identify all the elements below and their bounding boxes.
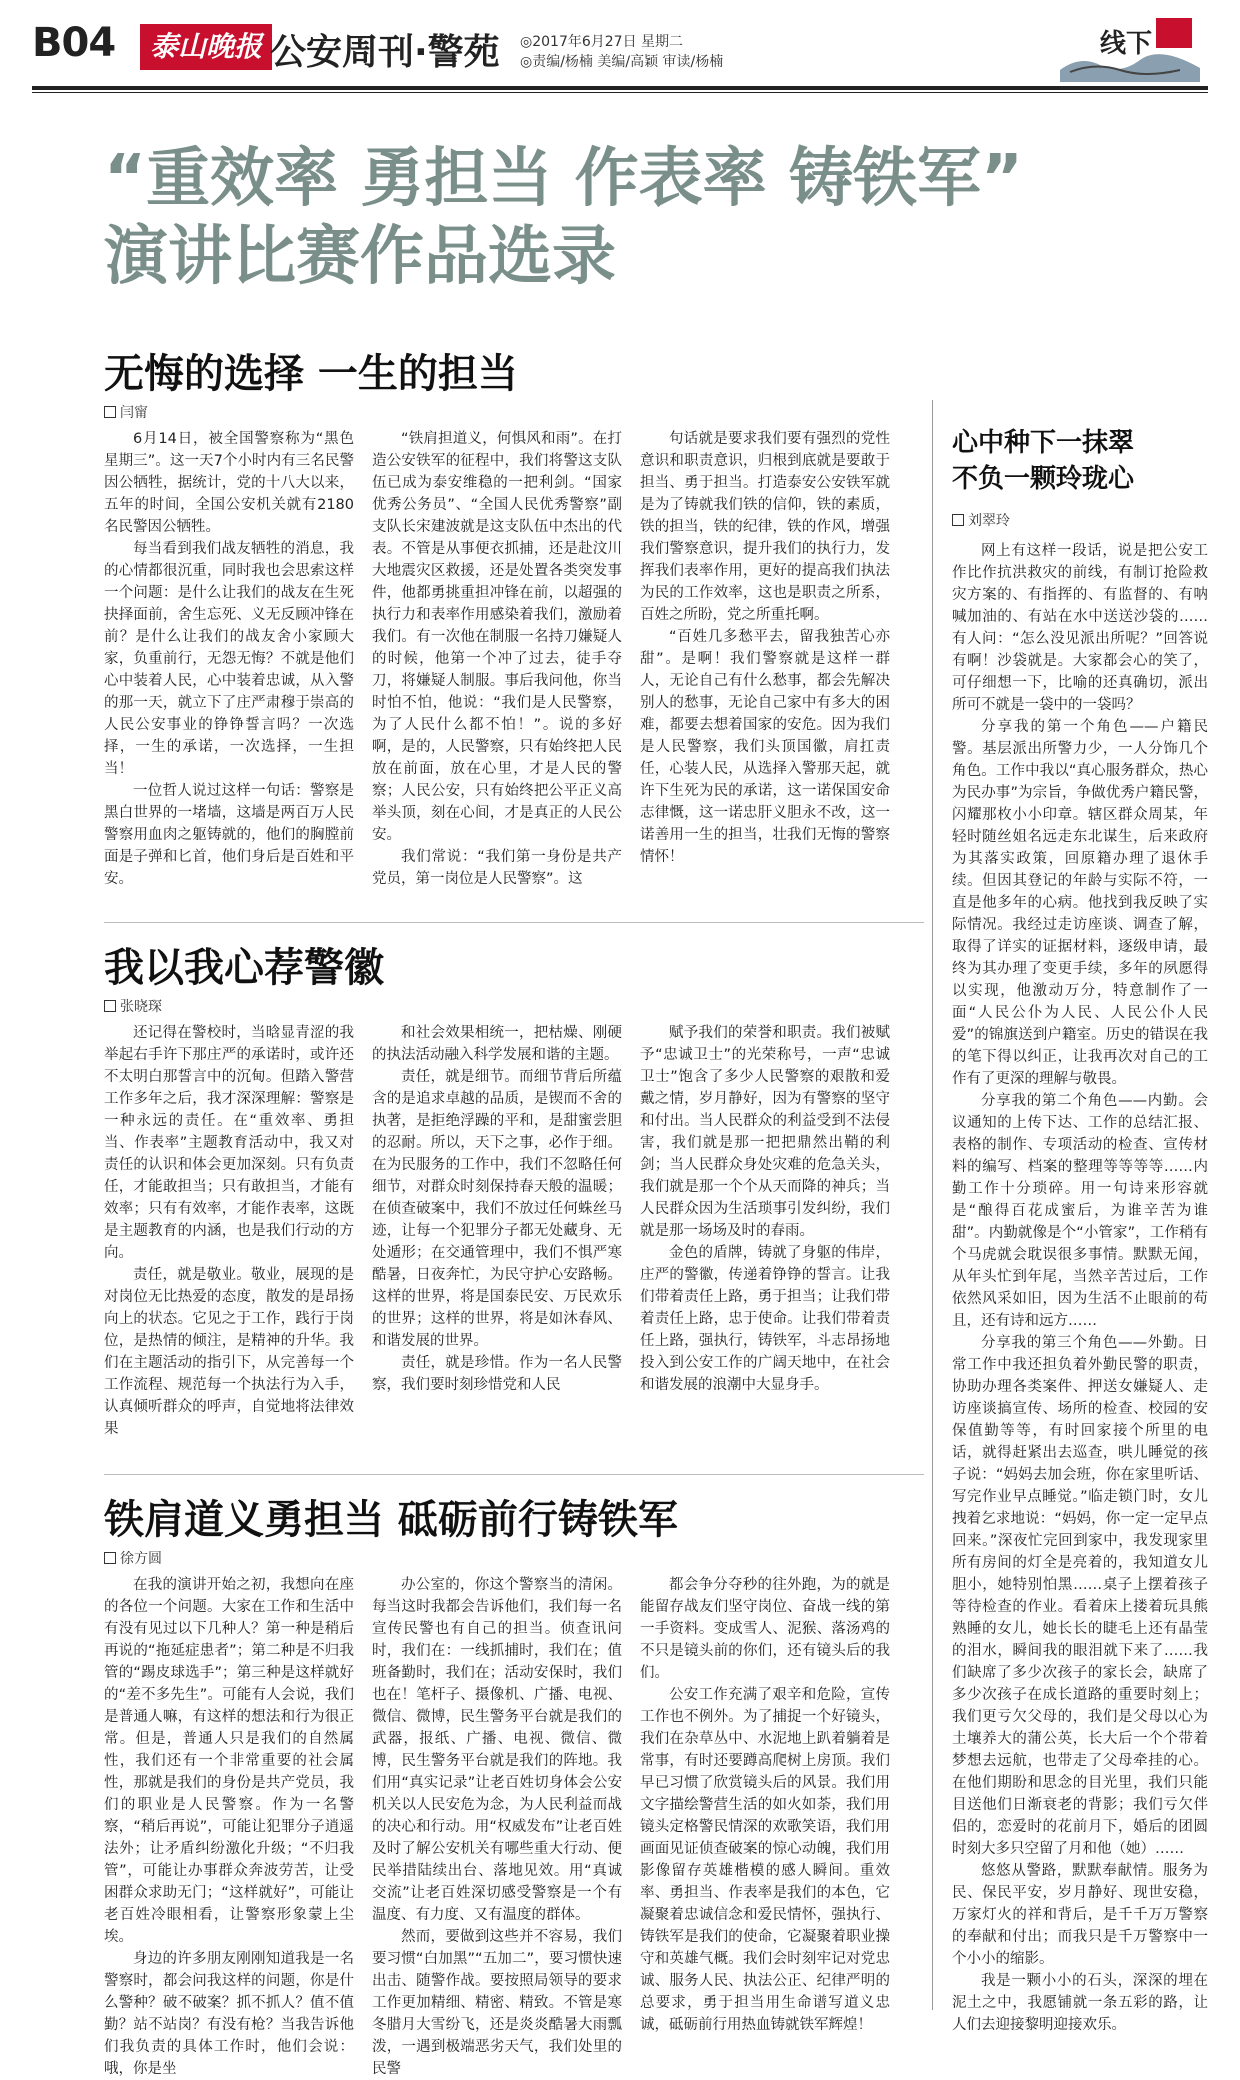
article1-c1-p3: 一位哲人说过这样一句话：警察是黑白世界的一堵墙，这墙是两百万人民警察用血肉之躯铸就的，他们的胸膛前面是子弹和匕首，他们身后是百姓和平安。 — [104, 783, 354, 887]
issue-date: ◎2017年6月27日 星期二 — [520, 34, 684, 50]
header-rule-thin — [32, 92, 1208, 93]
sidebar-byline — [952, 510, 1010, 530]
article-divider — [104, 1474, 924, 1475]
sidebar-title — [952, 425, 1134, 497]
issue-meta — [520, 32, 723, 72]
sidebar-title-line-1: 心中种下一抹翠 — [952, 428, 1135, 458]
byline-box-icon — [104, 1552, 116, 1564]
sidebar-author: 刘翠玲 — [968, 513, 1010, 529]
sidebar-p1: 网上有这样一段话，说是把公安工作比作抗洪救灾的前线，有制订抢险救灾方案的、有指挥的、有监督的、有呐喊加油的、有站在水中送送沙袋的……有人问：“怎么没见派出所呢？”回答说有啊！沙袋就是。大家都会心的笑了，可仔细想一下，比喻的还真确切，派出所可不就是一袋中的一袋吗？ — [952, 543, 1208, 713]
article2-column-1 — [104, 1022, 354, 1462]
sidebar-p2: 分享我的第一个角色——户籍民警。基层派出所警力少，一人分饰几个角色。工作中我以“真心服务群众，热心为民办事”为宗旨，争做优秀户籍民警，闪耀那枚小小印章。辖区群众周某，年轻时随丝姐名远走东北谋生，后来政府为其落实政策，回原籍办理了退休手续。但因其登记的年龄与实际不符，一直是他多年的心病。他找到我反映了实际情况。我经过走访座谈、调查了解，取得了详实的证据材料，逐级申请，最终为其办理了变更手续，多年的夙愿得以实现，他激动万分，特意制作了一面“人民公仆为人民、人民公仆人民爱”的锦旗送到户籍室。历史的错误在我的笔下得以纠正，让我再次对自己的工作有了更深的理解与敬畏。 — [952, 719, 1208, 1087]
article2-c3-p1: 赋予我们的荣誉和职责。我们被赋予“忠诚卫士”的光荣称号，一声“忠诚卫士”饱含了多少人民警察的艰散和爱戴之情，岁月静好，因为有警察的坚守和付出。当人民群众的利益受到不法侵害，我们就是那一把把鼎然出鞘的利剑；当人民群众身处灾难的危急关头，我们就是那一个个从天而降的神兵；当人民群众因为生活琐事引发纠纷，我们就是那一场场及时的春雨。 — [640, 1025, 890, 1239]
byline-box-icon — [104, 406, 116, 418]
page-header — [0, 0, 1240, 80]
banner-line-1: “重效率 勇担当 作表率 铸铁军” — [104, 142, 1023, 216]
sidebar-p4: 分享我的第三个角色——外勤。日常工作中我还担负着外勤民警的职责，协助办理各类案件、押送女嫌疑人、走访座谈搞宣传、场所的检查、校园的安保值勤等等，有时回家接个所里的电话，就得赶紧出去巡查，哄儿睡觉的孩子说：“妈妈去加会班，你在家里听话、写完作业早点睡觉。”临走锁门时，女儿拽着乞求地说：“妈妈，你一定一定早点回来。”深夜忙完回到家中，我发现家里所有房间的灯全是亮着的，我知道女儿胆小，她特别怕黑……桌子上摆着孩子等待检查的作业。看着床上搂着玩具熊熟睡的女儿，她长长的睫毛上还有晶莹的泪水，瞬间我的眼泪就下来了……我们缺席了多少次孩子的家长会，缺席了多少次孩子在成长道路的重要时刻上；我们更亏欠父母的，我们是父母以心为土壤养大的蒲公英，长大后一个个带着梦想去远航，也带走了父母牵挂的心。在他们期盼和思念的目光里，我们只能目送他们日渐衰老的背影；我们亏欠伴侣的，恋爱时的花前月下，婚后的团圆时刻大多只空留了月和他（她）…… — [952, 1335, 1208, 1857]
article1-author: 闫甯 — [120, 405, 148, 421]
article1-c3-p1: 句话就是要求我们要有强烈的党性意识和职责意识，归根到底就是要敢于担当、勇于担当。打造泰安公安铁军就是为了铸就我们铁的信仰，铁的素质，铁的担当，铁的纪律，铁的作风，增强我们警察意识，提升我们的执行力，发挥我们表率作用，更好的提高我们执法为民的工作效率，这也是职责之所系，百姓之所盼，党之所重托啊。 — [640, 431, 890, 623]
issue-editors: ◎责编/杨楠 美编/高颖 审读/杨楠 — [520, 54, 724, 70]
article1-c1-p2: 每当看到我们战友牺牲的消息，我的心情都很沉重，同时我也会思索这样一个问题：是什么让我们的战友在生死抉择面前，舍生忘死、义无反顾冲锋在前？是什么让我们的战友舍小家顾大家，负重前行，无怨无悔？不就是他们心中装着人民，心中装着忠诚，从入警的那一天，就立下了庄严肃穆于崇高的人民公安事业的铮铮誓言吗？一次选择，一生的承诺，一次选择，一生担当！ — [104, 541, 354, 777]
article1-title: 无悔的选择 一生的担当 — [104, 351, 518, 397]
article1-c3-p2: “百姓几多愁平去，留我独苦心亦甜”。是啊！我们警察就是这样一群人，无论自己有什么愁事，都会先解决别人的愁事，无论自己家中有多大的困难，都要去想着国家的安危。因为我们是人民警察，我们头顶国徽，肩扛责任，心装人民，从选择入警那天起，就许下生死为民的承诺，这一诺保国安命志律慨，这一诺忠肝义胆永不改，这一诺善用一生的担当，壮我们无悔的警察情怀！ — [640, 629, 890, 865]
article2-c2-p1: 和社会效果相统一，把枯燥、刚硬的执法活动融入科学发展和谐的主题。 — [372, 1025, 622, 1063]
article3-byline — [104, 1548, 162, 1568]
article3-c3-p2: 公安工作充满了艰辛和危险，宣传工作也不例外。为了捕捉一个好镜头，我们在杂草丛中、水泥地上趴着躺着是常事，有时还要蹲高爬树上房顶。我们早已习惯了欣赏镜头后的风景。我们用文字描绘警营生活的如火如荼，我们用镜头定格警民情深的欢歌笑语，我们用画面见证侦查破案的惊心动魄，我们用影像留存英雄楷模的感人瞬间。重效率、勇担当、作表率是我们的本色，它凝聚着忠诚信念和爱民情怀，强执行、铸铁军是我们的使命，它凝聚着职业操守和英雄气概。我们会时刻牢记对党忠诚、服务人民、执法公正、纪律严明的总要求，勇于担当用生命谱写道义忠诚，砥砺前行用热血铸就铁军辉煌！ — [640, 1687, 890, 2033]
article1-c2-p1: “铁肩担道义，何惧风和雨”。在打造公安铁军的征程中，我们将警这支队伍已成为泰安维稳的一把利剑。“国家优秀公务员”、“全国人民优秀警察”副支队长宋建波就是这支队伍中杰出的代表。不管是从事便衣抓捕，还是赴汶川大地震灾区救援，还是处置各类突发事件，他都勇挑重担冲锋在前，以超强的执行力和表率作用感染着我们，激励着我们。有一次他在制服一名持刀嫌疑人的时候，他第一个冲了过去，徒手夺刀，将嫌疑人制服。事后我问他，你当时怕不怕，他说：“我们是人民警察，为了人民什么都不怕！”。说的多好啊，是的，人民警察，只有始终把人民放在前面，放在心里，才是人民的警察；人民公安，只有始终把公平正义高举头顶，刻在心间，才是真正的人民公安。 — [372, 431, 622, 843]
article1-c1-p1: 6月14日，被全国警察称为“黑色星期三”。这一天7个小时内有三名民警因公牺牲，据统计，党的十八大以来，五年的时间，全国公安机关就有2180名民警因公牺牲。 — [104, 431, 354, 535]
article3-title: 铁肩道义勇担当 砥砺前行铸铁军 — [104, 1497, 678, 1543]
page-banner — [104, 140, 1023, 296]
article2-title: 我以我心荐警徽 — [104, 945, 384, 991]
article2-column-2 — [372, 1022, 622, 1462]
sidebar-body — [952, 540, 1208, 2033]
banner-line-2: 演讲比赛作品选录 — [104, 220, 616, 294]
article1-byline — [104, 402, 148, 422]
article-divider — [104, 922, 924, 923]
byline-box-icon — [952, 514, 964, 526]
article3-column-1 — [104, 1574, 354, 2077]
byline-box-icon — [104, 1000, 116, 1012]
section-name: 公安周刊·警苑 — [270, 32, 500, 73]
sidebar-p5: 悠悠从警路，默默奉献情。服务为民、保民平安，岁月静好、现世安稳，万家灯火的祥和背后，是千千万万警察的奉献和付出；而我只是千万警察中一个小小的缩影。 — [952, 1863, 1208, 1967]
article2-column-3 — [640, 1022, 890, 1462]
newspaper-logo: 泰山晚报 — [140, 24, 272, 70]
article1-column-3 — [640, 428, 890, 910]
article3-author: 徐方圆 — [120, 1551, 162, 1567]
article1-column-1 — [104, 428, 354, 910]
article2-c2-p2: 责任，就是细节。而细节背后所蕴含的是追求卓越的品质，是锲而不舍的执著，是拒绝浮躁的平和，是甜蜜尝胆的忍耐。所以，天下之事，必作于细。在为民服务的工作中，我们不忽略任何细节，对群众时刻保持春天般的温暖；在侦查破案中，我们不放过任何蛛丝马迹，让每一个犯罪分子都无处藏身、无处遁形；在交通管理中，我们不惧严寒酷暑，日夜奔忙，为民守护心安路畅。这样的世界，将是国泰民安、万民欢乐的世界；这样的世界，将是如沐春风、和谐发展的世界。 — [372, 1069, 622, 1349]
article2-c1-p1: 还记得在警校时，当晗显青涩的我举起右手许下那庄严的承诺时，或许还不太明白那誓言中的沉甸。但踏入警营工作多年之后，我才深深理解：警察是一种永远的责任。在“重效率、勇担当、作表率”主题教育活动中，我又对责任的认识和体会更加深刻。只有负责任，才能敢担当；只有敢担当，才能有效率；只有有效率，才能作表率，这既是主题教育的内涵，也是我们行动的方向。 — [104, 1025, 354, 1261]
page-number: B04 — [32, 20, 116, 66]
sidebar-divider — [932, 400, 933, 2010]
sidebar-p6: 我是一颗小小的石头，深深的埋在泥土之中，我愿铺就一条五彩的路，让人们去迎接黎明迎接欢乐。 — [952, 1973, 1208, 2033]
article3-c3-p1: 都会争分夺秒的往外跑，为的就是能留存战友们坚守岗位、奋战一线的第一手资料。变成雪人、泥猴、落汤鸡的不只是镜头前的你们，还有镜头后的我们。 — [640, 1577, 890, 1681]
article1-c2-p2: 我们常说：“我们第一身份是共产党员，第一岗位是人民警察”。这 — [372, 849, 622, 887]
article2-c2-p3: 责任，就是珍惜。作为一名人民警察，我们要时刻珍惜党和人民 — [372, 1355, 622, 1393]
article3-c1-p2: 身边的许多朋友刚刚知道我是一名警察时，都会问我这样的问题，你是什么警种？破不破案？抓不抓人？值不值勤？站不站岗？有没有枪？当我告诉他们我负责的具体工作时，他们会说：哦，你是坐 — [104, 1951, 354, 2077]
article2-byline — [104, 996, 162, 1016]
article3-column-2 — [372, 1574, 622, 2077]
header-rule — [32, 86, 1208, 90]
article2-c1-p2: 责任，就是敬业。敬业，展现的是对岗位无比热爱的态度，散发的是昂扬向上的状态。它见之于工作，践行于岗位，是热情的倾注，是精神的升华。我们在主题活动的指引下，从完善每一个工作流程、规范每一个执法行为入手，认真倾听群众的呼声，自觉地将法律效果 — [104, 1267, 354, 1437]
sidebar-p3: 分享我的第二个角色——内勤。会议通知的上传下达、工作的总结汇报、表格的制作、专项活动的检查、宣传材料的编写、档案的整理等等等等……内勤工作十分琐碎。用一句诗来形容就是“酿得百花成蜜后，为谁辛苦为谁甜”。内勤就像是个“小管家”，工作稍有个马虎就会耽误很多事情。默默无闻，从年头忙到年尾，当然辛苦过后，工作依然风采如旧，因为生活不止眼前的苟且，还有诗和远方…… — [952, 1093, 1208, 1329]
article1-column-2 — [372, 428, 622, 910]
article3-c1-p1: 在我的演讲开始之初，我想向在座的各位一个问题。大家在工作和生活中有没有见过以下几种人？第一种是稍后再说的“拖延症患者”；第二种是不归我管的“踢皮球选手”；第三种是这样就好的“差不多先生”。可能有人会说，我们是普通人嘛，有这样的想法和行为很正常。但是，普通人只是我们的自然属性，我们还有一个非常重要的社会属性，那就是我们的身份是共产党员，我们的职业是人民警察。作为一名警察，“稍后再说”，可能让犯罪分子逍遥法外；让矛盾纠纷激化升级；“不归我管”，可能让办事群众奔波劳苦，让受困群众求助无门；“这样就好”，可能让老百姓冷眼相看，让警察形象蒙上尘埃。 — [104, 1577, 354, 1945]
article3-column-3 — [640, 1574, 890, 2033]
article3-c2-p2: 然而，要做到这些并不容易，我们要习惯“白加黑”“五加二”，要习惯快速出击、随警作战。要按照局领导的要求工作更加精细、精密、精致。不管是寒冬腊月大雪纷飞，还是炎炎酷暑大雨瓢泼，一遇到极端恶劣天气，我们处里的民警 — [372, 1929, 622, 2077]
sidebar-title-line-2: 不负一颗玲珑心 — [952, 464, 1135, 494]
article2-author: 张晓琛 — [120, 999, 162, 1015]
article3-c2-p1: 办公室的，你这个警察当的清闲。每当这时我都会告诉他们，我们每一名宣传民警也有自己的担当。侦查讯问时，我们在：一线抓捕时，我们在；值班备勤时，我们在；活动安保时，我们也在！笔杆子、摄像机、广播、电视、微信、微博，民生警务平台就是我们的武器，报纸、广播、电视、微信、微博，民生警务平台就是我们的阵地。我们用“真实记录”让老百姓切身体会公安机关以人民安危为念，为人民利益而战的决心和行动。用“权威发布”让老百姓及时了解公安机关有哪些重大行动、便民举措陆续出台、落地见效。用“真诚交流”让老百姓深切感受警察是一个有温度、有力度、又有温度的群体。 — [372, 1577, 622, 1923]
section-decoration-icon — [1060, 10, 1200, 82]
article2-c3-p2: 金色的盾牌，铸就了身躯的伟岸，庄严的警徽，传递着铮铮的誓言。让我们带着责任上路，勇于担当；让我们带着责任上路，忠于使命。让我们带着责任上路，强执行，铸铁军，斗志昂扬地投入到公安工作的广阔天地中，在社会和谐发展的浪潮中大显身手。 — [640, 1245, 890, 1393]
section-deco-text: 线下 — [1100, 29, 1153, 59]
